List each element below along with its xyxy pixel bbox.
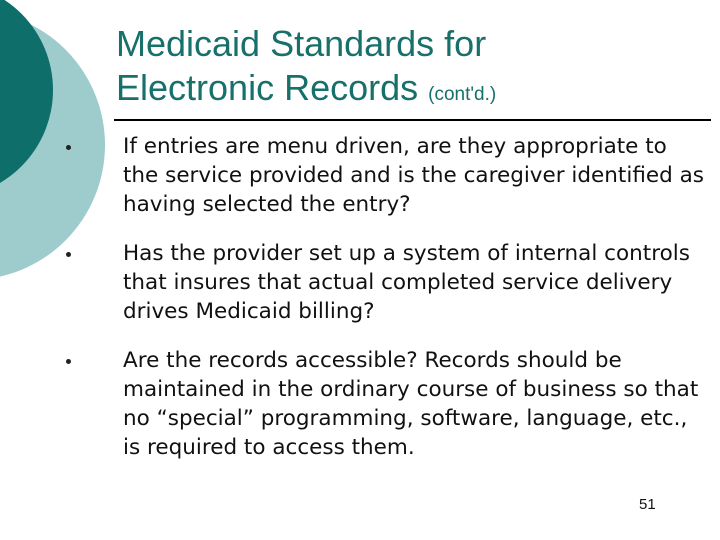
slide-title — [116, 22, 706, 117]
title-line-2: Electronic Records — [116, 67, 419, 108]
page-number: 51 — [639, 496, 656, 513]
bullet-dot-icon — [66, 145, 71, 150]
title-line-1: Medicaid Standards for — [116, 23, 487, 64]
title-divider — [114, 119, 711, 121]
bullet-dot-icon — [66, 359, 71, 364]
bullet-text: Are the records accessible? Records should be maintained in the ordinary course of business so that no “special” programming, software, language, etc., is required to access them. — [123, 348, 699, 460]
bullet-item — [66, 132, 706, 219]
bullet-item — [66, 239, 706, 326]
title-suffix: (cont'd.) — [428, 84, 497, 105]
bullet-text: If entries are menu driven, are they appropriate to the service provided and is the caregiver identified as having selected the entry? — [123, 134, 704, 217]
bullet-list — [66, 132, 706, 462]
bullet-dot-icon — [66, 252, 71, 257]
title-block — [116, 22, 706, 117]
bullet-text: Has the provider set up a system of internal controls that insures that actual completed service delivery drives Medicaid billing? — [123, 241, 690, 324]
bullet-item — [66, 346, 706, 462]
